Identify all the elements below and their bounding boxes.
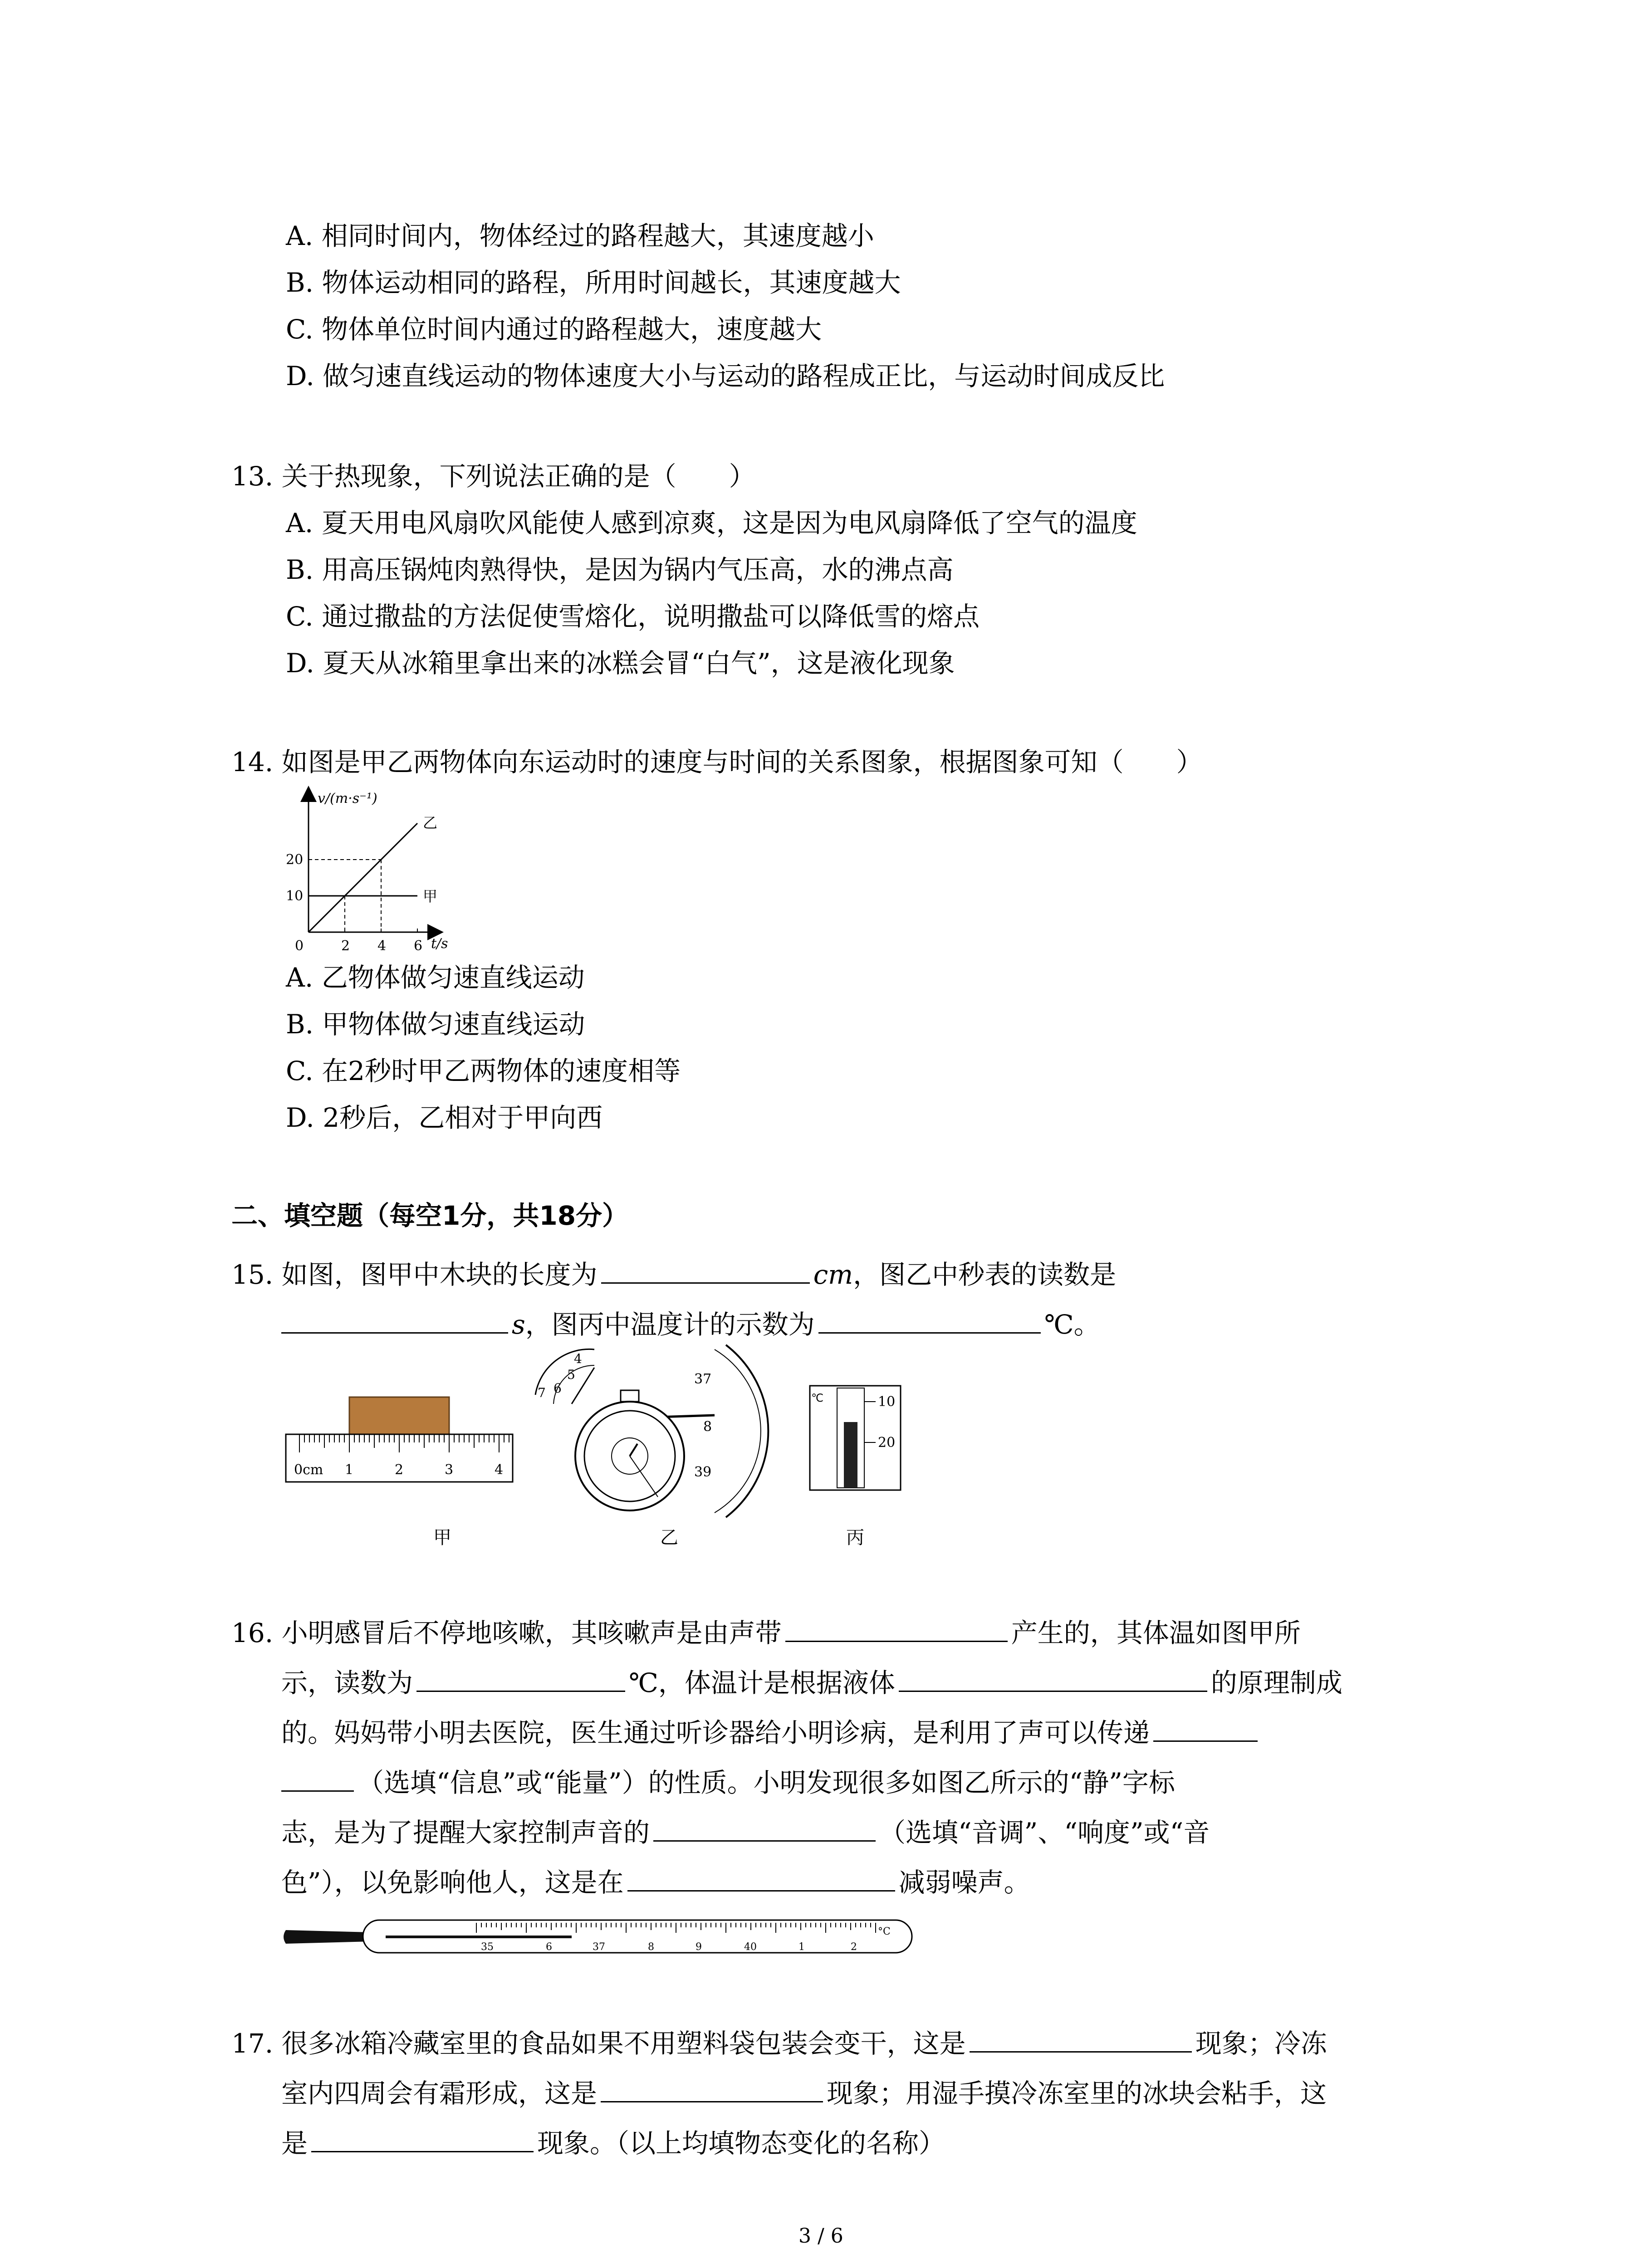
- x-tick-label-6: 6: [414, 938, 423, 954]
- stopwatch-label-39: 39: [694, 1464, 712, 1480]
- ruler-label-3: 3: [445, 1462, 454, 1478]
- q15-line2: s，图丙中温度计的示数为 ℃。: [281, 1304, 1100, 1343]
- q13-option-d: D. 夏天从冰箱里拿出来的冰糕会冒“白气”，这是液化现象: [286, 648, 955, 679]
- q17-blank-3[interactable]: [311, 2123, 534, 2152]
- ruler-label-1: 1: [345, 1462, 354, 1478]
- q17-line2: 室内四周会有霜形成，这是 现象；用湿手摸冷冻室里的冰块会粘手，这: [281, 2073, 1327, 2112]
- q17-line1: 17. 很多冰箱冷藏室里的食品如果不用塑料袋包装会变干，这是 现象；冷冻: [231, 2023, 1327, 2062]
- clinical-label-unit: °C: [878, 1926, 891, 1937]
- q17-blank-2[interactable]: [601, 2073, 823, 2102]
- clinical-label-35: 35: [481, 1941, 494, 1953]
- ruler-figure: [281, 1388, 517, 1488]
- series-label-0: 乙: [423, 814, 438, 831]
- stopwatch-label-4: 4: [574, 1351, 582, 1366]
- q15-blank-stopwatch[interactable]: [281, 1304, 508, 1334]
- q14-option-c: C. 在2秒时甲乙两物体的速度相等: [286, 1056, 681, 1086]
- q16-blank-transmit-b[interactable]: [281, 1762, 354, 1792]
- y-tick-label-20: 20: [286, 852, 304, 868]
- q17-blank-1[interactable]: [970, 2023, 1192, 2053]
- y-axis-label: v/(m·s⁻¹): [318, 791, 377, 807]
- ruler-label-2: 2: [395, 1462, 404, 1478]
- thermometer-figure: [808, 1383, 916, 1492]
- q13-stem: 13. 关于热现象，下列说法正确的是（ ）: [231, 461, 755, 492]
- thermo-label-10: 10: [878, 1394, 896, 1410]
- caption-jia: 甲: [433, 1527, 451, 1548]
- q13-option-b: B. 用高压锅炖肉熟得快，是因为锅内气压高，水的沸点高: [286, 554, 954, 585]
- clinical-label-40: 40: [744, 1941, 757, 1953]
- caption-bing: 丙: [846, 1527, 864, 1548]
- q16-blank-principle[interactable]: [899, 1662, 1207, 1692]
- clinical-label-9: 9: [696, 1941, 702, 1953]
- q16-blank-transmit-a[interactable]: [1153, 1712, 1258, 1742]
- q16-line3: 的。妈妈带小明去医院，医生通过听诊器给小明诊病，是利用了声可以传递: [281, 1712, 1258, 1751]
- q16-blank-vocal[interactable]: [785, 1613, 1008, 1642]
- x-axis-label: t/s: [431, 936, 448, 952]
- q16-line6: 色”），以免影响他人，这是在 减弱噪声。: [281, 1862, 1030, 1901]
- q12-option-c: C. 物体单位时间内通过的路程越大，速度越大: [286, 314, 822, 345]
- thermo-label-20: 20: [878, 1435, 896, 1451]
- q16-blank-reading[interactable]: [416, 1662, 625, 1692]
- q14-stem: 14. 如图是甲乙两物体向东运动时的速度与时间的关系图象，根据图象可知（ ）: [231, 747, 1203, 777]
- y-tick-label-10: 10: [286, 888, 304, 904]
- x-tick-label-0: 0: [295, 938, 304, 954]
- q15-line1: 15. 如图，图甲中木块的长度为 cm，图乙中秒表的读数是: [231, 1254, 1116, 1293]
- stopwatch-label-37: 37: [694, 1371, 712, 1387]
- ruler-label-0: 0cm: [294, 1462, 323, 1478]
- caption-yi: 乙: [660, 1527, 678, 1548]
- mercury-column: [844, 1422, 857, 1488]
- clinical-label-37: 37: [593, 1941, 605, 1953]
- clinical-label-2: 2: [851, 1941, 857, 1953]
- q16-blank-property[interactable]: [653, 1812, 876, 1842]
- x-tick-label-4: 4: [377, 938, 387, 954]
- clinical-label-8: 8: [648, 1941, 654, 1953]
- q12-option-d: D. 做匀速直线运动的物体速度大小与运动的路程成正比，与运动时间成反比: [286, 361, 1165, 391]
- stopwatch-large-dial: [726, 1345, 768, 1517]
- clinical-label-6: 6: [546, 1941, 552, 1953]
- wood-block: [349, 1397, 449, 1434]
- q14-option-b: B. 甲物体做匀速直线运动: [286, 1009, 585, 1040]
- section-heading: 二、填空题（每空1分，共18分）: [231, 1200, 629, 1231]
- stopwatch-label-8: 8: [703, 1419, 712, 1435]
- stopwatch-figure: [526, 1340, 762, 1522]
- page-number: 3 / 6: [798, 2224, 843, 2248]
- q12-option-b: B. 物体运动相同的路程，所用时间越长，其速度越大: [286, 267, 901, 298]
- clinical-thermometer: [281, 1916, 916, 1957]
- series-line-0: [309, 823, 417, 932]
- q12-option-a: A. 相同时间内，物体经过的路程越大，其速度越小: [286, 220, 874, 251]
- q15-blank-length[interactable]: [601, 1254, 810, 1284]
- stopwatch-label-5: 5: [567, 1367, 575, 1382]
- ruler-label-4: 4: [495, 1462, 504, 1478]
- q17-line3: 是 现象。（以上均填物态变化的名称）: [281, 2123, 945, 2161]
- velocity-time-chart: [272, 787, 481, 959]
- q14-option-d: D. 2秒后，乙相对于甲向西: [286, 1102, 603, 1133]
- q16-blank-location[interactable]: [627, 1862, 895, 1892]
- q16-line1: 16. 小明感冒后不停地咳嗽，其咳嗽声是由声带 产生的，其体温如图甲所: [231, 1613, 1301, 1651]
- clinical-label-1: 1: [798, 1941, 805, 1953]
- series-label-1: 甲: [423, 888, 438, 905]
- stopwatch-label-7: 7: [538, 1385, 546, 1400]
- thermo-unit: ℃: [811, 1392, 823, 1404]
- stopwatch-label-6: 6: [554, 1381, 562, 1396]
- q16-line5: 志，是为了提醒大家控制声音的 （选填“音调”、“响度”或“音: [281, 1812, 1210, 1851]
- x-tick-label-2: 2: [341, 938, 350, 954]
- q14-option-a: A. 乙物体做匀速直线运动: [286, 962, 585, 993]
- q13-option-c: C. 通过撒盐的方法促使雪熔化，说明撒盐可以降低雪的熔点: [286, 601, 980, 632]
- q16-line4: （选填“信息”或“能量”）的性质。小明发现很多如图乙所示的“静”字标: [281, 1762, 1175, 1801]
- q13-option-a: A. 夏天用电风扇吹风能使人感到凉爽，这是因为电风扇降低了空气的温度: [286, 508, 1137, 538]
- q16-line2: 示，读数为 ℃，体温计是根据液体 的原理制成: [281, 1662, 1342, 1701]
- q15-blank-temperature[interactable]: [818, 1304, 1041, 1334]
